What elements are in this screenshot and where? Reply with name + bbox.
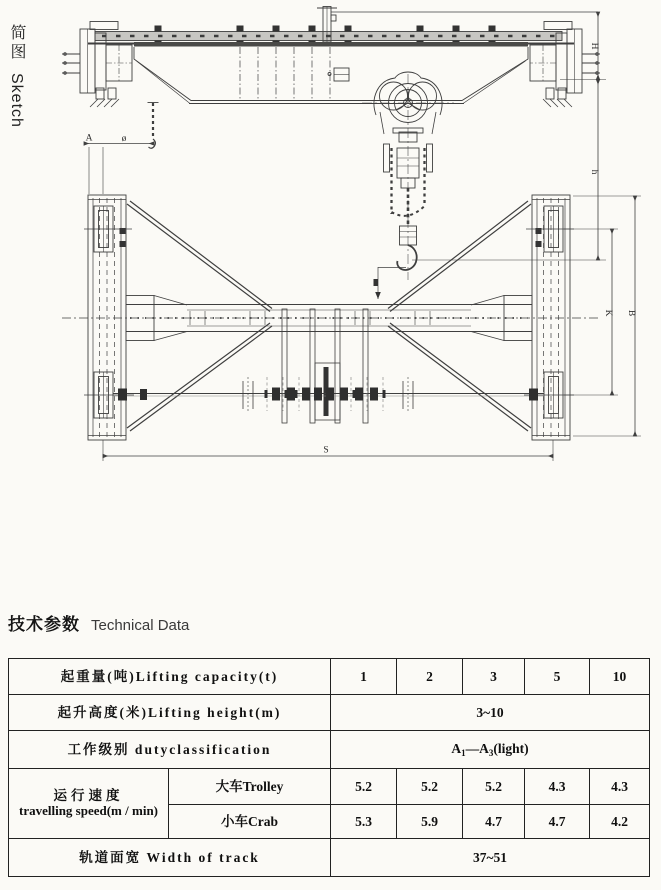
technical-data-heading [8, 610, 189, 635]
duty-classification-value [331, 731, 650, 769]
hook [397, 245, 416, 270]
dimension-K [564, 229, 618, 395]
travelling-speed-label-en: travelling speed(m / min) [18, 802, 158, 818]
crab-value-4: 4.7 [525, 805, 590, 839]
pendant-chain [148, 103, 159, 149]
plan-end-beam-right [532, 195, 570, 440]
hook-clearance-dimension [374, 267, 407, 299]
heading-chinese: 技术参数 [8, 615, 80, 634]
dim-label-h: h [589, 169, 599, 175]
technical-data-table [8, 658, 650, 877]
duty-a1: A [451, 740, 462, 756]
capacity-value-5: 10 [590, 659, 650, 695]
lifting-height-value: 3~10 [331, 695, 650, 731]
dimension-A [84, 134, 154, 195]
crab-value-5: 4.2 [590, 805, 650, 839]
duty-classification-label-text: 工作级别 dutyclassification [67, 741, 272, 757]
dim-label-B: B [626, 309, 636, 317]
capacity-value-2: 2 [397, 659, 463, 695]
capacity-value-4: 5 [525, 659, 590, 695]
sketch-label-chinese: 简图 [8, 24, 25, 62]
dim-label-S: S [323, 445, 329, 456]
trolley-value-1: 5.2 [331, 769, 397, 805]
trolley-value-5: 4.3 [590, 769, 650, 805]
row-lifting-capacity [9, 659, 650, 695]
duty-sub2: 3 [488, 747, 494, 758]
crab-value-3: 4.7 [463, 805, 525, 839]
duty-a3: —A [465, 740, 489, 756]
trolley-value-4: 4.3 [525, 769, 590, 805]
plan-wheels [84, 206, 574, 418]
heading-english: Technical Data [91, 617, 190, 634]
plan-view [62, 195, 600, 440]
track-width-value: 37~51 [331, 839, 650, 877]
runway-rail [95, 32, 562, 41]
chain-hoist [362, 72, 454, 280]
duty-classification-label [9, 731, 331, 769]
crab-value-2: 5.9 [397, 805, 463, 839]
dim-label-A: A [85, 133, 93, 144]
trolley-value-2: 5.2 [397, 769, 463, 805]
junction-box [328, 68, 349, 81]
duty-sub1: 1 [461, 747, 466, 758]
main-girder [88, 42, 574, 104]
crab-label: 小车Crab [169, 805, 331, 839]
travelling-speed-label [9, 769, 169, 839]
row-trolley-speed [9, 769, 650, 805]
row-duty-classification [9, 731, 650, 769]
trolley-value-3: 5.2 [463, 769, 525, 805]
dim-label-K: K [603, 309, 613, 317]
plan-girder [62, 296, 600, 341]
lifting-capacity-label [9, 659, 331, 695]
trolley-label: 大车Trolley [169, 769, 331, 805]
row-lifting-height [9, 695, 650, 731]
capacity-value-3: 3 [463, 659, 525, 695]
capacity-value-1: 1 [331, 659, 397, 695]
dimension-S [103, 440, 553, 461]
track-width-label [9, 839, 331, 877]
dim-label-H: H [589, 42, 599, 50]
crab-value-1: 5.3 [331, 805, 397, 839]
travelling-speed-label-zh: 运行速度 [53, 788, 124, 804]
lifting-height-label [9, 695, 331, 731]
duty-light: (light) [493, 740, 529, 756]
lifting-height-label-text: 起升高度(米)Lifting height(m) [57, 704, 282, 720]
hook-block [397, 226, 416, 270]
sketch-label-english: Sketch [8, 73, 25, 129]
lifting-capacity-label-text: 起重量(吨)Lifting capacity(t) [60, 668, 279, 684]
row-track-width [9, 839, 650, 877]
track-width-label-text: 轨道面宽 Width of track [79, 849, 260, 865]
dim-label-diameter: ø [121, 134, 127, 144]
